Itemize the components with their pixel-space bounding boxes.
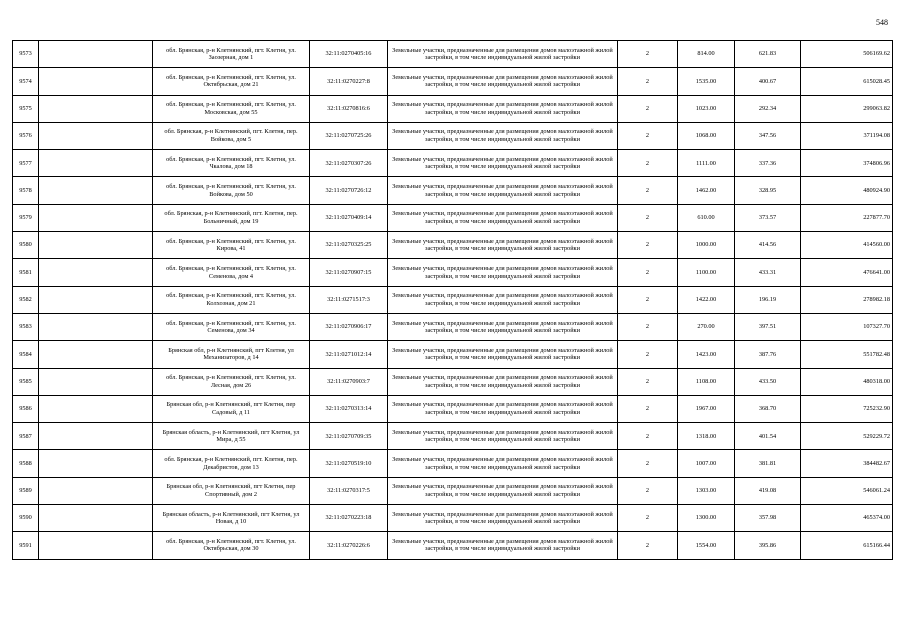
area-cell: 1303.00 (678, 477, 735, 504)
land-use-cell: Земельные участки, предназначенные для размещения домов малоэтажной жилой застройки, в том числе индивидуальной жилой застройки (388, 395, 618, 422)
group-cell: 2 (618, 395, 678, 422)
cadastral-number-cell: 32:11:0270907:15 (310, 259, 388, 286)
table-row (13, 204, 893, 231)
group-cell: 2 (618, 41, 678, 68)
cadastral-number-cell: 32:11:0270725:26 (310, 122, 388, 149)
land-use-cell: Земельные участки, предназначенные для размещения домов малоэтажной жилой застройки, в том числе индивидуальной жилой застройки (388, 204, 618, 231)
address-cell: обл. Брянская, р-н Клетнянский, пгт. Клетня, ул. Войкова, дом 50 (153, 177, 310, 204)
row-number: 9576 (13, 122, 39, 149)
land-use-cell: Земельные участки, предназначенные для размещения домов малоэтажной жилой застройки, в том числе индивидуальной жилой застройки (388, 368, 618, 395)
row-number: 9591 (13, 532, 39, 559)
specific-value-cell: 397.51 (735, 313, 801, 340)
area-cell: 1554.00 (678, 532, 735, 559)
cadastral-number-cell: 32:11:0270226:6 (310, 532, 388, 559)
group-cell: 2 (618, 313, 678, 340)
area-cell: 1007.00 (678, 450, 735, 477)
address-cell: Брянская обл, р-н Клетнянский, пгт Клетня, ул Механизаторов, д 14 (153, 341, 310, 368)
cadastral-value-cell: 480318.00 (801, 368, 893, 395)
group-cell: 2 (618, 477, 678, 504)
address-cell: обл. Брянская, р-н Клетнянский, пгт. Клетня, пер. Больничный, дом 19 (153, 204, 310, 231)
table-row (13, 68, 893, 95)
area-cell: 814.00 (678, 41, 735, 68)
land-use-cell: Земельные участки, предназначенные для размещения домов малоэтажной жилой застройки, в том числе индивидуальной жилой застройки (388, 259, 618, 286)
cadastral-number-cell: 32:11:0270726:12 (310, 177, 388, 204)
table-row (13, 477, 893, 504)
table-row (13, 395, 893, 422)
address-cell: обл. Брянская, р-н Клетнянский, пгт. Клетня, пер. Декабристов, дом 13 (153, 450, 310, 477)
land-use-cell: Земельные участки, предназначенные для размещения домов малоэтажной жилой застройки, в том числе индивидуальной жилой застройки (388, 286, 618, 313)
table-row (13, 95, 893, 122)
address-cell: Брянская обл, р-н Клетнянский, пгт Клетня, пер Садовый, д 11 (153, 395, 310, 422)
group-cell: 2 (618, 150, 678, 177)
empty-cell (39, 286, 153, 313)
address-cell: обл. Брянская, р-н Клетнянский, пгт. Клетня, ул. Семенова, дом 34 (153, 313, 310, 340)
row-number: 9584 (13, 341, 39, 368)
area-cell: 1318.00 (678, 423, 735, 450)
address-cell: обл. Брянская, р-н Клетнянский, пгт. Клетня, пер. Войкова, дом 5 (153, 122, 310, 149)
area-cell: 1423.00 (678, 341, 735, 368)
cadastral-value-cell: 414560.00 (801, 232, 893, 259)
row-number: 9579 (13, 204, 39, 231)
land-use-cell: Земельные участки, предназначенные для размещения домов малоэтажной жилой застройки, в том числе индивидуальной жилой застройки (388, 423, 618, 450)
table-row (13, 232, 893, 259)
group-cell: 2 (618, 177, 678, 204)
area-cell: 1108.00 (678, 368, 735, 395)
specific-value-cell: 400.67 (735, 68, 801, 95)
table-row (13, 150, 893, 177)
empty-cell (39, 232, 153, 259)
group-cell: 2 (618, 259, 678, 286)
row-number: 9589 (13, 477, 39, 504)
row-number: 9585 (13, 368, 39, 395)
group-cell: 2 (618, 68, 678, 95)
land-use-cell: Земельные участки, предназначенные для размещения домов малоэтажной жилой застройки, в том числе индивидуальной жилой застройки (388, 477, 618, 504)
address-cell: обл. Брянская, р-н Клетнянский, пгт. Клетня, ул. Октябрьская, дом 30 (153, 532, 310, 559)
page-number: 548 (876, 18, 888, 27)
empty-cell (39, 395, 153, 422)
cadastral-value-cell: 725232.90 (801, 395, 893, 422)
row-number: 9577 (13, 150, 39, 177)
table-row (13, 41, 893, 68)
specific-value-cell: 292.34 (735, 95, 801, 122)
table-row (13, 368, 893, 395)
cadastral-value-cell: 480924.90 (801, 177, 893, 204)
cadastral-number-cell: 32:11:0270313:14 (310, 395, 388, 422)
row-number: 9588 (13, 450, 39, 477)
area-cell: 1000.00 (678, 232, 735, 259)
cadastral-number-cell: 32:11:0270816:6 (310, 95, 388, 122)
group-cell: 2 (618, 423, 678, 450)
empty-cell (39, 259, 153, 286)
row-number: 9573 (13, 41, 39, 68)
group-cell: 2 (618, 532, 678, 559)
area-cell: 1100.00 (678, 259, 735, 286)
address-cell: обл. Брянская, р-н Клетнянский, пгт. Клетня, ул. Чкалова, дом 18 (153, 150, 310, 177)
cadastral-value-cell: 615166.44 (801, 532, 893, 559)
land-registry-table (12, 40, 893, 560)
area-cell: 1111.00 (678, 150, 735, 177)
empty-cell (39, 150, 153, 177)
area-cell: 1967.00 (678, 395, 735, 422)
row-number: 9590 (13, 505, 39, 532)
land-use-cell: Земельные участки, предназначенные для размещения домов малоэтажной жилой застройки, в том числе индивидуальной жилой застройки (388, 150, 618, 177)
table-row (13, 341, 893, 368)
land-use-cell: Земельные участки, предназначенные для размещения домов малоэтажной жилой застройки, в том числе индивидуальной жилой застройки (388, 41, 618, 68)
specific-value-cell: 328.95 (735, 177, 801, 204)
land-use-cell: Земельные участки, предназначенные для размещения домов малоэтажной жилой застройки, в том числе индивидуальной жилой застройки (388, 95, 618, 122)
land-use-cell: Земельные участки, предназначенные для размещения домов малоэтажной жилой застройки, в том числе индивидуальной жилой застройки (388, 532, 618, 559)
empty-cell (39, 532, 153, 559)
table-row (13, 532, 893, 559)
table-row (13, 286, 893, 313)
specific-value-cell: 414.56 (735, 232, 801, 259)
specific-value-cell: 196.19 (735, 286, 801, 313)
empty-cell (39, 95, 153, 122)
cadastral-value-cell: 384482.67 (801, 450, 893, 477)
land-use-cell: Земельные участки, предназначенные для размещения домов малоэтажной жилой застройки, в том числе индивидуальной жилой застройки (388, 68, 618, 95)
table-row (13, 423, 893, 450)
cadastral-number-cell: 32:11:0270409:14 (310, 204, 388, 231)
cadastral-value-cell: 278982.18 (801, 286, 893, 313)
empty-cell (39, 423, 153, 450)
address-cell: обл. Брянская, р-н Клетнянский, пгт. Клетня, ул. Кирова, 41 (153, 232, 310, 259)
area-cell: 1462.00 (678, 177, 735, 204)
area-cell: 1300.00 (678, 505, 735, 532)
row-number: 9574 (13, 68, 39, 95)
row-number: 9582 (13, 286, 39, 313)
cadastral-number-cell: 32:11:0270317:5 (310, 477, 388, 504)
table-row (13, 313, 893, 340)
table-row (13, 177, 893, 204)
address-cell: Брянская область, р-н Клетнянский, пгт Клетня, ул Мира, д 55 (153, 423, 310, 450)
cadastral-number-cell: 32:11:0270906:17 (310, 313, 388, 340)
row-number: 9580 (13, 232, 39, 259)
cadastral-value-cell: 374806.96 (801, 150, 893, 177)
cadastral-value-cell: 107327.70 (801, 313, 893, 340)
address-cell: обл. Брянская, р-н Клетнянский, пгт. Клетня, ул. Семенова, дом 4 (153, 259, 310, 286)
group-cell: 2 (618, 505, 678, 532)
cadastral-value-cell: 551782.48 (801, 341, 893, 368)
specific-value-cell: 433.31 (735, 259, 801, 286)
table-row (13, 505, 893, 532)
empty-cell (39, 41, 153, 68)
land-use-cell: Земельные участки, предназначенные для размещения домов малоэтажной жилой застройки, в том числе индивидуальной жилой застройки (388, 341, 618, 368)
cadastral-value-cell: 615028.45 (801, 68, 893, 95)
land-use-cell: Земельные участки, предназначенные для размещения домов малоэтажной жилой застройки, в том числе индивидуальной жилой застройки (388, 232, 618, 259)
empty-cell (39, 313, 153, 340)
cadastral-value-cell: 546061.24 (801, 477, 893, 504)
cadastral-number-cell: 32:11:0270903:7 (310, 368, 388, 395)
cadastral-value-cell: 529229.72 (801, 423, 893, 450)
group-cell: 2 (618, 204, 678, 231)
specific-value-cell: 387.76 (735, 341, 801, 368)
empty-cell (39, 177, 153, 204)
row-number: 9575 (13, 95, 39, 122)
cadastral-value-cell: 476641.00 (801, 259, 893, 286)
land-use-cell: Земельные участки, предназначенные для размещения домов малоэтажной жилой застройки, в том числе индивидуальной жилой застройки (388, 313, 618, 340)
specific-value-cell: 347.56 (735, 122, 801, 149)
address-cell: обл. Брянская, р-н Клетнянский, пгт. Клетня, ул. Колхозная, дом 21 (153, 286, 310, 313)
empty-cell (39, 341, 153, 368)
specific-value-cell: 621.83 (735, 41, 801, 68)
address-cell: обл. Брянская, р-н Клетнянский, пгт. Клетня, ул. Заозерная, дом 1 (153, 41, 310, 68)
area-cell: 270.00 (678, 313, 735, 340)
row-number: 9583 (13, 313, 39, 340)
cadastral-number-cell: 32:11:0270307:26 (310, 150, 388, 177)
specific-value-cell: 368.70 (735, 395, 801, 422)
area-cell: 1023.00 (678, 95, 735, 122)
specific-value-cell: 395.86 (735, 532, 801, 559)
land-use-cell: Земельные участки, предназначенные для размещения домов малоэтажной жилой застройки, в том числе индивидуальной жилой застройки (388, 177, 618, 204)
cadastral-value-cell: 465374.00 (801, 505, 893, 532)
empty-cell (39, 477, 153, 504)
group-cell: 2 (618, 341, 678, 368)
address-cell: Брянская область, р-н Клетнянский, пгт Клетня, ул Новая, д 10 (153, 505, 310, 532)
land-use-cell: Земельные участки, предназначенные для размещения домов малоэтажной жилой застройки, в том числе индивидуальной жилой застройки (388, 450, 618, 477)
cadastral-value-cell: 506169.62 (801, 41, 893, 68)
empty-cell (39, 505, 153, 532)
table-body (13, 41, 893, 560)
address-cell: обл. Брянская, р-н Клетнянский, пгт. Клетня, ул. Октябрьская, дом 21 (153, 68, 310, 95)
cadastral-number-cell: 32:11:0271012:14 (310, 341, 388, 368)
specific-value-cell: 357.98 (735, 505, 801, 532)
row-number: 9587 (13, 423, 39, 450)
specific-value-cell: 381.81 (735, 450, 801, 477)
cadastral-number-cell: 32:11:0270519:10 (310, 450, 388, 477)
specific-value-cell: 419.08 (735, 477, 801, 504)
table-row (13, 259, 893, 286)
specific-value-cell: 337.36 (735, 150, 801, 177)
row-number: 9578 (13, 177, 39, 204)
empty-cell (39, 368, 153, 395)
cadastral-number-cell: 32:11:0270405:16 (310, 41, 388, 68)
cadastral-value-cell: 227877.70 (801, 204, 893, 231)
group-cell: 2 (618, 95, 678, 122)
empty-cell (39, 68, 153, 95)
land-use-cell: Земельные участки, предназначенные для размещения домов малоэтажной жилой застройки, в том числе индивидуальной жилой застройки (388, 122, 618, 149)
specific-value-cell: 433.50 (735, 368, 801, 395)
row-number: 9586 (13, 395, 39, 422)
table-row (13, 450, 893, 477)
area-cell: 1422.00 (678, 286, 735, 313)
group-cell: 2 (618, 122, 678, 149)
land-use-cell: Земельные участки, предназначенные для размещения домов малоэтажной жилой застройки, в том числе индивидуальной жилой застройки (388, 505, 618, 532)
cadastral-number-cell: 32:11:0270227:8 (310, 68, 388, 95)
address-cell: обл. Брянская, р-н Клетнянский, пгт. Клетня, ул. Лесная, дом 26 (153, 368, 310, 395)
specific-value-cell: 373.57 (735, 204, 801, 231)
empty-cell (39, 122, 153, 149)
cadastral-number-cell: 32:11:0270709:35 (310, 423, 388, 450)
cadastral-number-cell: 32:11:0270325:25 (310, 232, 388, 259)
address-cell: Брянская обл, р-н Клетнянский, пгт Клетня, пер Спортивный, дом 2 (153, 477, 310, 504)
cadastral-number-cell: 32:11:0271517:3 (310, 286, 388, 313)
area-cell: 1535.00 (678, 68, 735, 95)
area-cell: 1068.00 (678, 122, 735, 149)
cadastral-value-cell: 371194.08 (801, 122, 893, 149)
table-row (13, 122, 893, 149)
empty-cell (39, 450, 153, 477)
cadastral-value-cell: 299063.82 (801, 95, 893, 122)
specific-value-cell: 401.54 (735, 423, 801, 450)
group-cell: 2 (618, 286, 678, 313)
cadastral-number-cell: 32:11:0270223:18 (310, 505, 388, 532)
row-number: 9581 (13, 259, 39, 286)
area-cell: 610.00 (678, 204, 735, 231)
address-cell: обл. Брянская, р-н Клетнянский, пгт. Клетня, ул. Московская, дом 55 (153, 95, 310, 122)
group-cell: 2 (618, 368, 678, 395)
empty-cell (39, 204, 153, 231)
group-cell: 2 (618, 450, 678, 477)
group-cell: 2 (618, 232, 678, 259)
